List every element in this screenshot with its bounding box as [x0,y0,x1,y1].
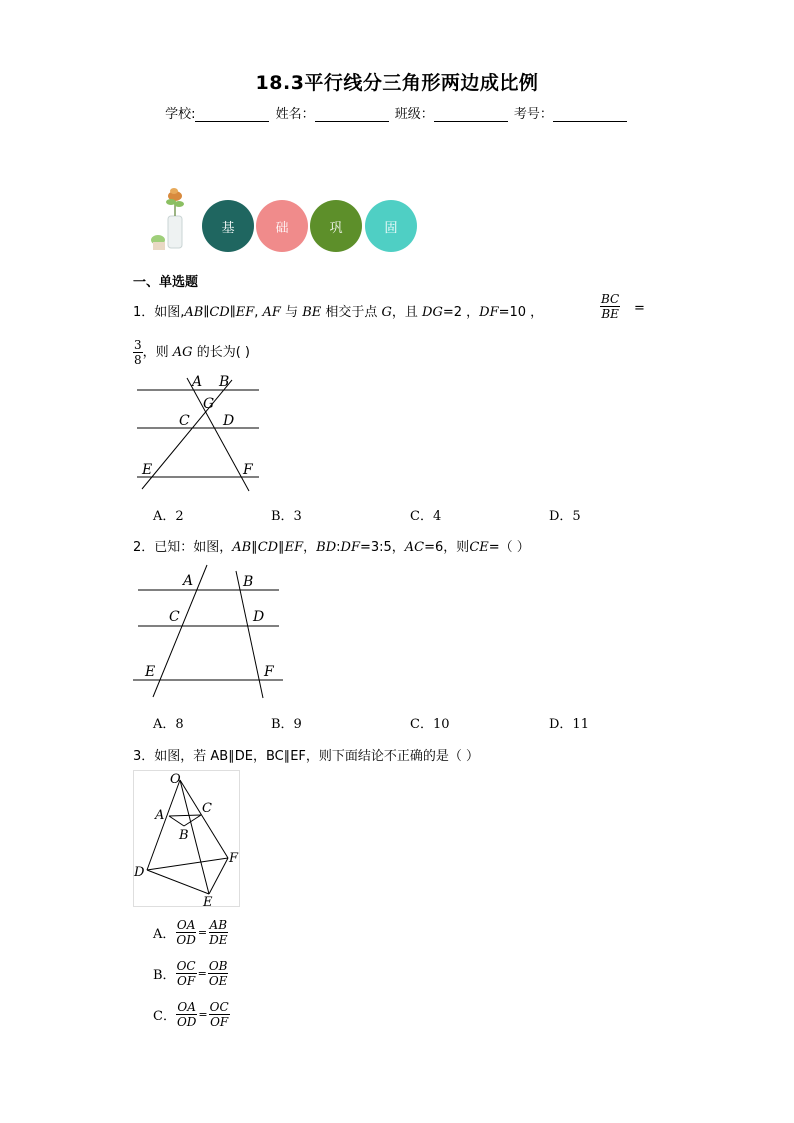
q3-figure [133,770,241,908]
q1-option-d[interactable]: D．5 [549,509,581,524]
q3-b-l-den: OF [176,974,196,988]
section-title: 一、单选题 [133,275,199,290]
q1-df-val: =10 ， [498,305,544,320]
q3-a-l-num: OA [176,918,196,932]
q2-ef: EF [284,540,304,555]
q2-ac-val: =6，则 [424,540,470,555]
q3-c-r-num: OC [209,1000,229,1014]
number-label: 考号： [513,107,553,122]
q1-g: G [381,305,392,320]
q2-option-d[interactable]: D．11 [549,717,589,732]
q2-colon: : [336,540,341,555]
q1-label-d: D [223,413,235,429]
q3-option-b-label: B． [153,968,176,983]
q1-frac2-num: 3 [134,338,142,352]
class-blank [434,107,508,122]
q1-intersect: 相交于点 [321,305,382,320]
student-info-line [0,103,794,122]
q2-label-f: F [264,664,274,680]
q3-c-l-num: OA [177,1000,196,1014]
q3-c-eq: = [198,1008,208,1021]
school-blank [195,107,269,122]
q1-ag: AG [172,345,193,360]
q1-and: 与 [280,305,303,320]
q1-dg-val: =2 ， [442,305,480,320]
q3-label-c: C [202,801,212,816]
q2-figure [133,562,288,702]
q2-label-d: D [253,609,265,625]
q1-option-a[interactable]: A．2 [153,509,184,524]
q2-ce: CE [469,540,489,555]
banner-circle-4: 固 [365,200,417,252]
page-title: 18.3平行线分三角形两边成比例 [255,72,539,94]
q1-label-b: B [219,374,230,390]
q1-then: ，则 [142,345,173,360]
q3-label-b: B [179,828,189,843]
q1-option-b[interactable]: B．3 [271,509,302,524]
q3-option-a-label: A． [153,927,176,942]
school-label: 学校: [165,107,196,122]
q2-par1: ∥ [251,540,258,555]
q3-c-l-den: OD [176,1015,197,1029]
q1-dg: DG [422,305,443,320]
q2-ratio: =3:5， [359,540,405,555]
q1-label-a: A [192,374,203,390]
q1-label-f: F [243,462,253,478]
q3-c-r-den: OF [210,1015,229,1029]
q1-and2: ，且 [391,305,423,320]
q1-frac2-den: 8 [134,353,142,367]
q3-option-a[interactable] [153,918,228,947]
q1-ask: 的长为( ) [192,345,250,360]
q3-b-r-num: OB [208,959,228,973]
question-3-text: 3．如图，若 AB∥DE，BC∥EF，则下面结论不正确的是（ ） [133,749,480,764]
q1-label-e: E [142,462,153,478]
q2-option-a[interactable]: A．8 [153,717,184,732]
q2-bd: BD [316,540,337,555]
name-blank [315,107,389,122]
q1-equals: = [634,301,645,316]
q3-option-c[interactable] [153,1000,230,1029]
q2-label-b: B [243,574,254,590]
q3-label-e: E [203,895,213,908]
q1-af: AF [262,305,281,320]
q2-df: DF [340,540,360,555]
q2-label-c: C [169,609,180,625]
q3-label-o: O [170,772,181,787]
q3-label-f: F [229,851,239,866]
q3-label-a: A [155,808,165,823]
q3-label-d: D [134,865,145,880]
q2-ac: AC [404,540,425,555]
q3-b-eq: = [197,967,207,980]
question-2-text [133,536,530,555]
class-label: 班级： [394,107,434,122]
q3-b-r-den: OE [208,974,228,988]
q2-ab: AB [232,540,252,555]
name-label: 姓名： [275,107,315,122]
number-blank [553,107,627,122]
plant-vase-icon [148,186,196,252]
q1-fraction-bc-be [600,292,620,321]
q1-sep: , [254,305,263,320]
q2-comma: ， [303,540,317,555]
q2-option-c[interactable]: C．10 [410,717,450,732]
q1-df: DF [479,305,499,320]
q2-number: 2．已知：如图， [133,540,233,555]
q3-b-l-num: OC [176,959,196,973]
q2-par2: ∥ [278,540,285,555]
q2-label-a: A [183,573,194,589]
banner-circle-3: 巩 [310,200,362,252]
q1-option-c[interactable]: C．4 [410,509,442,524]
q2-cd: CD [257,540,279,555]
q3-a-eq: = [197,926,208,939]
q1-number: 1．如图, [133,305,185,320]
question-1-text-2 [133,338,250,367]
q1-label-g: G [203,396,215,412]
q2-label-e: E [145,664,156,680]
banner-circle-1: 基 [202,200,254,252]
q3-a-r-num: AB [209,918,228,932]
q3-a-l-den: OD [176,933,196,947]
q1-frac1-num: BC [601,292,620,306]
q1-frac1-den: BE [601,307,619,321]
q3-option-b[interactable] [153,959,228,988]
question-1-text [133,301,543,320]
banner-circle-2: 础 [256,200,308,252]
q2-option-b[interactable]: B．9 [271,717,302,732]
q2-ask: =（ ） [488,540,530,555]
q3-a-r-den: DE [209,933,228,947]
q1-figure [133,368,263,493]
q1-label-c: C [179,413,190,429]
q3-option-c-label: C． [153,1009,176,1024]
q1-be: BE [302,305,322,320]
q1-parallel: AB∥CD∥EF [184,305,255,320]
